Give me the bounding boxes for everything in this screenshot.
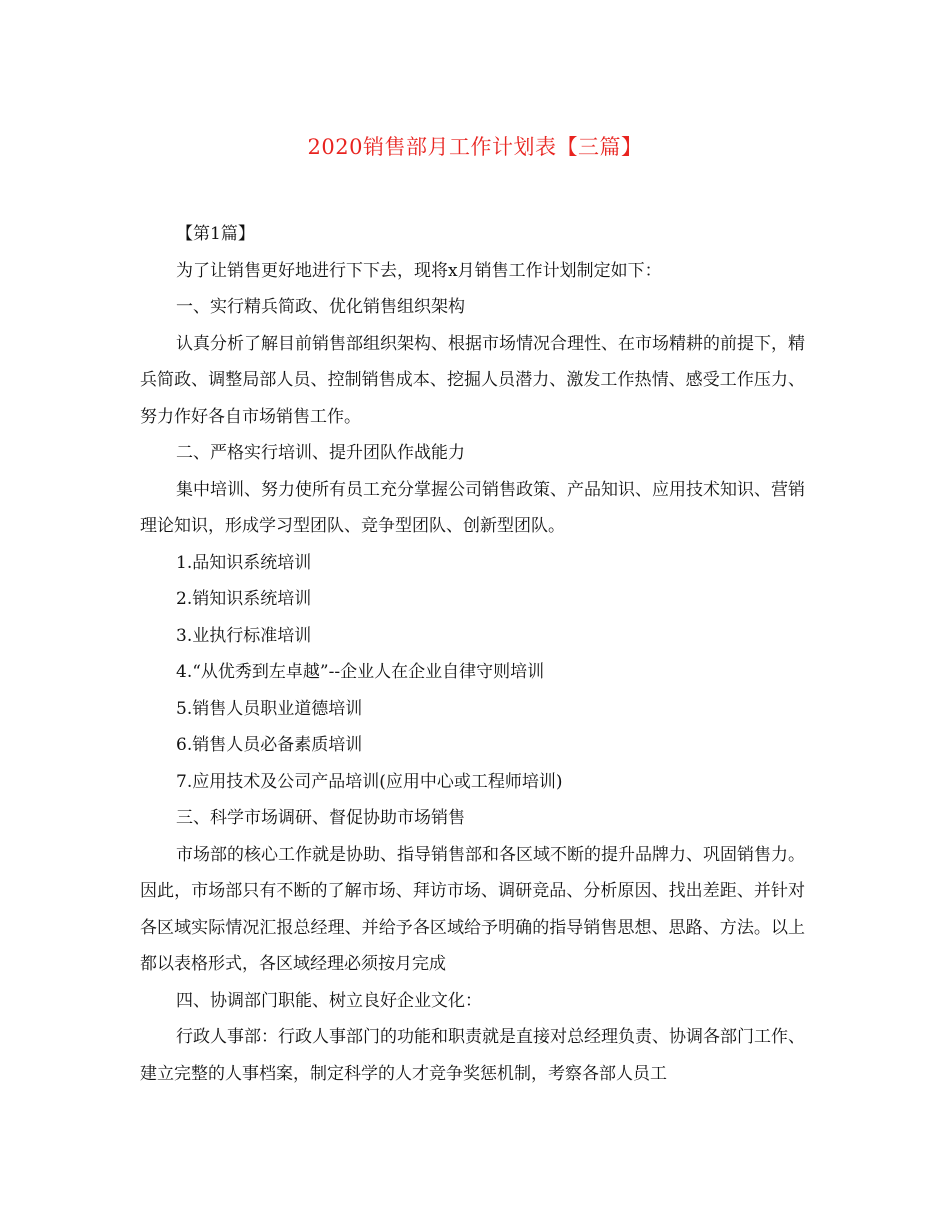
- paragraph-section-header: 【第1篇】: [176, 224, 255, 244]
- paragraph-intro: 为了让销售更好地进行下下去，现将x月销售工作计划制定如下：: [176, 260, 662, 281]
- document-body: [140, 216, 805, 1092]
- heading-section-1: 一、实行精兵简政、优化销售组织架构: [176, 297, 465, 317]
- paragraph-section-2: 集中培训、努力使所有员工充分掌握公司销售政策、产品知识、应用技术知识、营销理论知识，形成学习型团队、竞争型团队、创新型团队。: [140, 479, 805, 536]
- paragraph-section-3: 市场部的核心工作就是协助、指导销售部和各区域不断的提升品牌力、巩固销售力。因此，市场部只有不断的了解市场、拜访市场、调研竞品、分析原因、找出差距、并针对各区域实际情况汇报总经理、并给予各区域给予明确的指导销售思想、思路、方法。以上都以表格形式，各区域经理必须按月完成: [140, 844, 805, 974]
- list-item: 7.应用技术及公司产品培训(应用中心或工程师培训): [176, 771, 563, 792]
- heading-section-3: 三、科学市场调研、督促协助市场销售: [176, 808, 465, 828]
- paragraph-section-4: 行政人事部：行政人事部门的功能和职责就是直接对总经理负责、协调各部门工作、建立完整的人事档案，制定科学的人才竞争奖惩机制，考察各部人员工: [140, 1027, 805, 1084]
- list-item: 4.“从优秀到左卓越”--企业人在企业自律守则培训: [176, 662, 545, 682]
- list-item: 6.销售人员必备素质培训: [176, 735, 363, 755]
- paragraph-section-1: 认真分析了解目前销售部组织架构、根据市场情况合理性、在市场精耕的前提下，精兵简政、调整局部人员、控制销售成本、挖掘人员潜力、激发工作热情、感受工作压力、努力作好各自市场销售工作。: [140, 333, 805, 427]
- list-item: 3.业执行标准培训: [176, 625, 312, 646]
- list-item: 1.品知识系统培训: [176, 552, 312, 573]
- heading-section-4: 四、协调部门职能、树立良好企业文化：: [176, 990, 482, 1011]
- list-item: 5.销售人员职业道德培训: [176, 698, 363, 719]
- document-title: 2020销售部月工作计划表【三篇】: [307, 135, 643, 159]
- list-item: 2.销知识系统培训: [176, 589, 312, 609]
- heading-section-2: 二、严格实行培训、提升团队作战能力: [176, 443, 465, 463]
